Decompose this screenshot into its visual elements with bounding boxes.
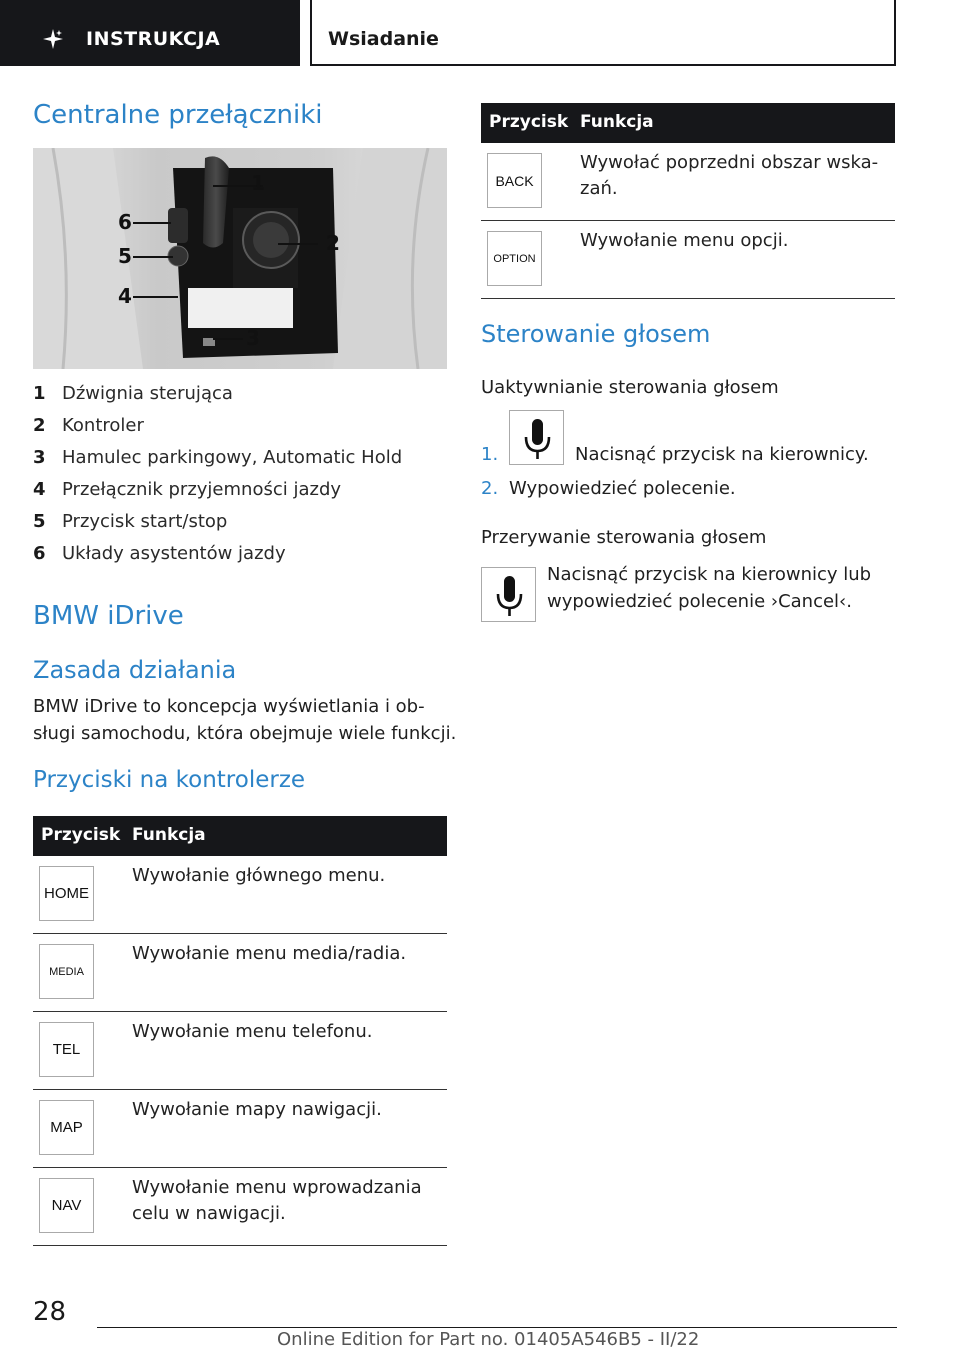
cancel-instructions: [547, 561, 871, 615]
microphone-icon: [482, 568, 537, 623]
legend-item: [33, 543, 447, 575]
photo-callout-label-3: 3: [246, 326, 260, 350]
footer-divider: [97, 1327, 897, 1328]
principle-paragraph: [33, 693, 456, 747]
header-function-column: Funkcja: [132, 825, 206, 845]
heading-bmw-idrive: BMW iDrive: [33, 601, 184, 631]
tel-button: [39, 1022, 94, 1077]
table-header: [481, 103, 895, 143]
photo-callout-label-2: 2: [326, 231, 340, 255]
step-1-text: Nacisnąć przycisk na kierownicy.: [575, 444, 869, 465]
button-label: NAV: [51, 1197, 82, 1214]
header-function-column: Funkcja: [580, 112, 654, 132]
controller-buttons-table-continued: [481, 103, 895, 299]
step-2-text: Wypowiedzieć polecenie.: [509, 478, 736, 499]
function-line: Wywołanie menu telefonu.: [132, 1021, 373, 1042]
function-cell: [132, 1019, 372, 1045]
legend-text: Układy asystentów jazdy: [62, 543, 286, 564]
function-line: Wywołanie mapy nawigacji.: [132, 1099, 382, 1120]
photo-legend: [33, 383, 447, 575]
subheading-cancel-voice: Przerywanie sterowania głosem: [481, 527, 767, 548]
controller-buttons-table: [33, 816, 447, 1246]
legend-number: 6: [33, 543, 46, 564]
table-row: [33, 934, 447, 1012]
photo-callout-2: [278, 243, 318, 245]
microphone-button-icon: [509, 410, 564, 465]
header-button-column: Przycisk: [489, 112, 569, 132]
heading-central-switches: Centralne przełączniki: [33, 100, 323, 130]
legend-text: Przycisk start/stop: [62, 511, 228, 532]
photo-callout-6: [133, 222, 171, 224]
step-1-number: 1.: [481, 444, 499, 465]
function-cell: [132, 863, 385, 889]
principle-line: BMW iDrive to koncepcja wyświetlania i ob-: [33, 696, 425, 717]
button-label: MEDIA: [49, 965, 84, 978]
photo-callout-label-6: 6: [118, 210, 132, 234]
function-cell: [132, 1097, 382, 1123]
legend-text: Przełącznik przyjemności jazdy: [62, 479, 342, 500]
legend-item: [33, 383, 447, 415]
function-cell: [132, 941, 406, 967]
photo-callout-label-1: 1: [251, 171, 265, 195]
photo-callout-4: [133, 296, 178, 298]
photo-callout-5: [133, 256, 173, 258]
function-line: Wywołanie menu media/radia.: [132, 943, 407, 964]
header-chapter-label: Wsiadanie: [328, 28, 439, 50]
heading-controller-buttons: Przyciski na kontrolerze: [33, 767, 306, 793]
function-line: celu w nawigacji.: [132, 1203, 286, 1224]
legend-number: 5: [33, 511, 46, 532]
microphone-button-icon: [481, 567, 536, 622]
photo-callout-3: [213, 338, 243, 340]
principle-line: sługi samochodu, która obejmuje wiele funkcji.: [33, 723, 457, 744]
button-label: HOME: [44, 885, 89, 902]
back-button: [487, 153, 542, 208]
center-console-illustration: [33, 148, 447, 369]
media-button: [39, 944, 94, 999]
table-row: [33, 1168, 447, 1246]
button-label: TEL: [52, 1041, 81, 1058]
button-label: BACK: [495, 172, 534, 189]
microphone-icon: [510, 411, 565, 466]
nav-button: [39, 1178, 94, 1233]
legend-number: 2: [33, 415, 46, 436]
legend-text: Kontroler: [62, 415, 144, 436]
table-row: [481, 143, 895, 221]
header-section-tab[interactable]: [0, 0, 300, 66]
function-line: Wywołać poprzedni obszar wska-: [580, 152, 879, 173]
button-label: MAP: [50, 1119, 83, 1136]
sparkle-icon: [42, 28, 64, 50]
table-row: [33, 856, 447, 934]
cancel-line: Nacisnąć przycisk na kierownicy lub: [547, 564, 872, 585]
table-row: [33, 1012, 447, 1090]
header-button-column: Przycisk: [41, 825, 121, 845]
function-line: Wywołanie głównego menu.: [132, 865, 386, 886]
center-console-photo: [33, 148, 447, 369]
photo-callout-label-5: 5: [118, 244, 132, 268]
heading-principle: Zasada działania: [33, 656, 237, 684]
heading-voice-control: Sterowanie głosem: [481, 320, 711, 348]
subheading-activate-voice: Uaktywnianie sterowania głosem: [481, 377, 779, 398]
legend-item: [33, 447, 447, 479]
photo-callout-label-4: 4: [118, 284, 132, 308]
table-row: [481, 221, 895, 299]
table-row: [33, 1090, 447, 1168]
function-cell: [580, 228, 788, 254]
legend-text: Dźwignia sterująca: [62, 383, 233, 404]
header-chapter-tab[interactable]: [310, 0, 896, 66]
legend-item: [33, 479, 447, 511]
header-section-label: INSTRUKCJA: [86, 28, 221, 50]
function-line: Wywołanie menu wprowadzania: [132, 1177, 422, 1198]
step-2-number: 2.: [481, 478, 499, 499]
legend-number: 4: [33, 479, 46, 500]
button-label: OPTION: [493, 252, 536, 265]
edition-text: Online Edition for Part no. 01405A546B5 - II/22: [277, 1329, 700, 1350]
cancel-line: wypowiedzieć polecenie ›Cancel‹.: [547, 591, 852, 612]
legend-number: 1: [33, 383, 46, 404]
home-button: [39, 866, 94, 921]
page-number: 28: [33, 1297, 67, 1327]
function-cell: [580, 150, 878, 202]
map-button: [39, 1100, 94, 1155]
table-header: [33, 816, 447, 856]
function-cell: [132, 1175, 422, 1227]
legend-item: [33, 511, 447, 543]
option-button: [487, 231, 542, 286]
legend-number: 3: [33, 447, 46, 468]
function-line: zań.: [580, 178, 618, 199]
legend-item: [33, 415, 447, 447]
function-line: Wywołanie menu opcji.: [580, 230, 789, 251]
legend-text: Hamulec parkingowy, Automatic Hold: [62, 447, 403, 468]
